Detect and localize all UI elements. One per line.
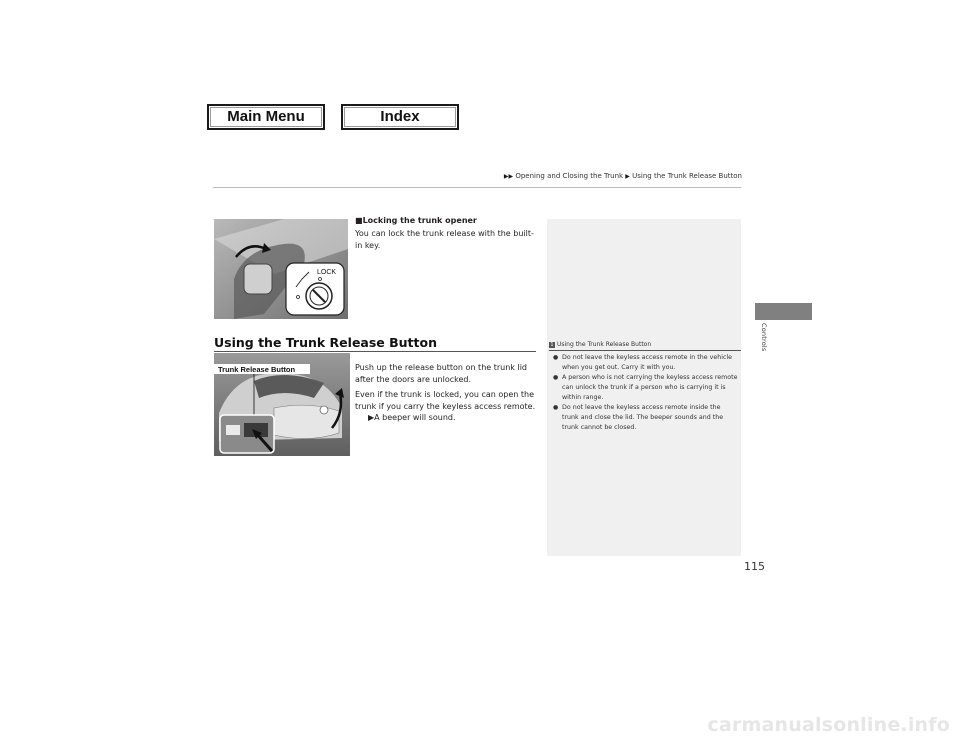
index-button[interactable]: Index <box>341 104 459 130</box>
page-number: 115 <box>744 560 765 573</box>
note-item: ● A person who is not carrying the keyless access remote can unlock the trunk if a person who is carrying it is within range. <box>552 373 738 403</box>
breadcrumb-current: Using the Trunk Release Button <box>632 172 742 180</box>
trunk-lock-image <box>214 219 348 319</box>
release-paragraph-1: Push up the release button on the trunk lid after the doors are unlocked. <box>355 363 527 384</box>
note-item: ● Do not leave the keyless access remote in the vehicle when you get out. Carry it with you. <box>552 353 738 373</box>
footer-watermark[interactable]: carmanualsonline.info <box>707 714 950 736</box>
note-list <box>552 353 738 433</box>
main-menu-button[interactable]: Main Menu <box>207 104 325 130</box>
note-item: ● Do not leave the keyless access remote inside the trunk and close the lid. The beeper sounds and the trunk cannot be closed. <box>552 403 738 433</box>
note-rule <box>549 350 741 351</box>
trunk-release-image <box>214 353 350 456</box>
arrow-icon: ▶ <box>625 173 630 180</box>
lock-heading: ■Locking the trunk opener <box>355 216 477 225</box>
release-result: ▶A beeper will sound. <box>368 413 456 422</box>
double-arrow-icon: ▶▶ <box>503 173 514 180</box>
lock-label: LOCK <box>317 269 337 276</box>
chapter-tab <box>755 303 812 320</box>
breadcrumb-parent[interactable]: Opening and Closing the Trunk <box>515 172 624 180</box>
note-heading: 1 Using the Trunk Release Button <box>550 341 652 348</box>
section-title: Using the Trunk Release Button <box>214 335 437 350</box>
trunk-release-label: Trunk Release Button <box>218 365 296 374</box>
result-arrow-icon: ▶ <box>368 413 375 422</box>
lock-paragraph: You can lock the trunk release with the built-in key. <box>355 229 534 250</box>
release-paragraph-2: Even if the trunk is locked, you can open the trunk if you carry the keyless access remote. <box>355 390 536 411</box>
section-rule <box>214 351 536 352</box>
header-rule <box>213 187 741 188</box>
chapter-label[interactable]: Controls <box>760 323 768 352</box>
note-badge: 1 <box>550 341 554 348</box>
breadcrumb <box>504 172 742 180</box>
